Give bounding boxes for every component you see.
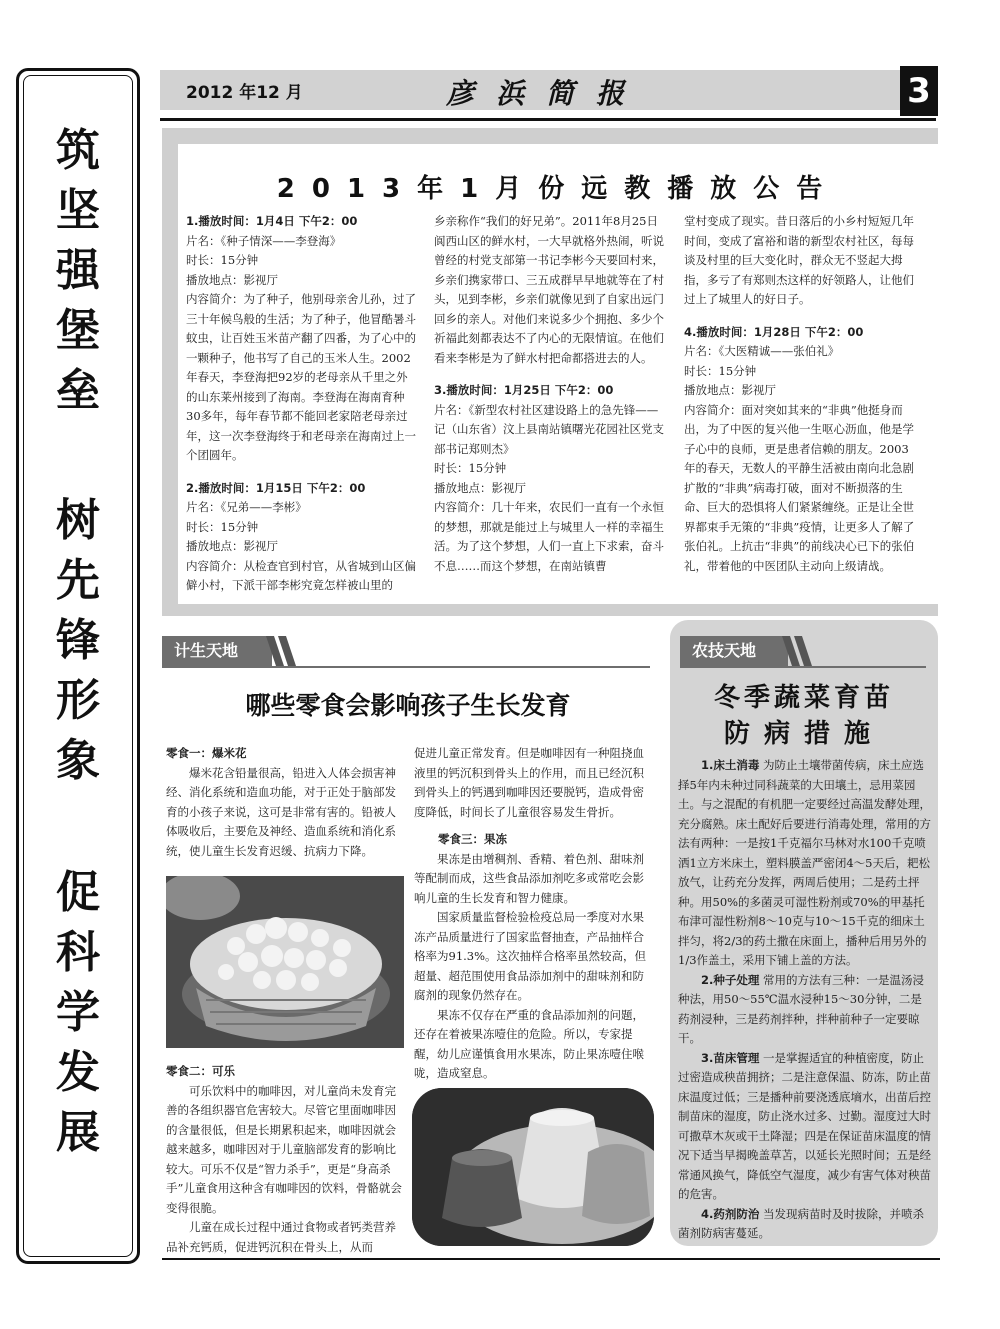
popcorn-photo xyxy=(166,876,404,1048)
agri-item-body: 常用的方法有三种：一是温汤浸种法，用50～55℃温水浸种15～30分钟，二是药剂浸种，三是药剂拌种，拌种前种子一定要晾干。 xyxy=(678,972,925,1045)
article-column-1-top xyxy=(166,744,402,861)
section-tag-underline xyxy=(680,666,926,668)
notice-duration: 时长：15分钟 xyxy=(186,519,259,534)
agri-title xyxy=(670,680,938,752)
agri-item-body: 一是掌握适宜的种植密度，防止过密造成秧苗拥挤；二是注意保温、防冻，防止苗床温度过低；三是播种前要浇透底墒水，出苗后控制苗床的湿度，防止浇水过多、过勤。湿度过大时可撒草木灰或干土降湿；四是在保证苗床温度的情况下适当早揭晚盖草苫，以延长光照时间；五是经常通风换气，降低空气湿度，减少有害气体对秧苗的危害。 xyxy=(678,1050,931,1201)
notice-summary: 内容简介：面对突如其来的“非典”他挺身而出，为了中医的复兴他一生呕心沥血，他是学子心中的良师，更是患者信赖的朋友。2003年的春天，无数人的平静生活被由南向北急剧扩散的“非典”病毒打破，面对不断损落的生命、巨大的恐惧将人们紧紧缠绕。正是让全世界都束手无策的“非典”疫情，让更多人了解了张伯礼。上抗击“非典”的前线决心已下的张伯礼，带着他的中医团队主动向上级请战。 xyxy=(684,402,915,573)
slogan-banner xyxy=(16,68,140,1264)
notice-duration: 时长：15分钟 xyxy=(186,253,259,267)
jelly-photo xyxy=(412,1088,654,1246)
notice-item-heading: 4.播放时间：1月28日 下午2：00 xyxy=(684,324,864,339)
notice-summary: 内容简介：几十年来，农民们一直有一个永恒的梦想，那就是能过上与城里人一样的幸福生活。为了这个梦想，人们一直上下求索，奋斗不息……而这个梦想，在南站镇曹 xyxy=(434,500,664,573)
section-tag-agri xyxy=(680,636,788,666)
snack-heading: 零食一：爆米花 xyxy=(166,746,247,760)
agri-item-heading: 4.药剂防治 xyxy=(701,1206,760,1221)
agri-item xyxy=(678,756,932,971)
snack-text: 可乐饮料中的咖啡因，对儿童尚未发育完善的各组织器官危害较大。尽管它里面咖啡因的含量很低，但是长期累积起来，咖啡因就会越来越多，咖啡因对于儿童脑部发育的影响比较大。可乐不仅是“智力杀手”，更是“身高杀手”儿童食用这种含有咖啡因的饮料，骨骼就会变得很脆。 xyxy=(166,1083,402,1215)
notice-column-3 xyxy=(684,212,918,576)
notice-column-2 xyxy=(434,212,666,576)
notice-item-heading: 3.播放时间：1月25日 下午2：00 xyxy=(434,383,614,397)
agri-title-line-2: 防病措施 xyxy=(723,719,884,749)
snack-text: 果冻是由增稠剂、香精、着色剂、甜味剂等配制而成，这些食品添加剂吃多或常吃会影响儿童的生长发育和智力健康。 xyxy=(414,851,644,905)
notice-film-title: 片名：《兄弟——李彬》 xyxy=(186,500,307,514)
stripes-icon xyxy=(266,636,300,666)
stripes-icon xyxy=(782,636,816,666)
article-column-1-bottom xyxy=(166,1062,402,1257)
agri-text xyxy=(678,756,932,1244)
slogan-line-1: 筑坚强堡垒 xyxy=(56,125,100,416)
snack-heading: 零食三：果冻 xyxy=(438,832,507,846)
notice-summary: 堂村变成了现实。昔日落后的小乡村短短几年时间，变成了富裕和谐的新型农村社区，每每谈及村里的巨大变化时，群众无不竖起大拇指，多亏了有郑则杰这样的好领路人，让他们过上了城里人的好日子。 xyxy=(684,214,914,306)
notice-duration: 时长：15分钟 xyxy=(684,363,757,378)
article-title: 哪些零食会影响孩子生长发育 xyxy=(245,691,571,720)
agri-item-heading: 1.床土消毒 xyxy=(701,758,760,772)
agri-item-heading: 2.种子处理 xyxy=(701,972,760,987)
notice-summary: 内容简介：从检查官到村官，从省城到山区偏僻小村，下派干部李彬究竟怎样被山里的 xyxy=(186,558,416,592)
notice-location: 播放地点：影视厅 xyxy=(186,539,278,553)
article-column-2 xyxy=(414,744,654,1084)
snack-text: 果冻不仅存在严重的食品添加剂的问题，还存在着被果冻噎住的危险。所以，专家提醒，幼儿应谨慎食用水果冻，防止果冻噎住喉咙，造成窒息。 xyxy=(414,1007,644,1080)
notice-location: 播放地点：影视厅 xyxy=(684,383,776,397)
notice-title: 2013年1月份远教播放公告 xyxy=(276,174,840,204)
newsletter-name: 彦浜简报 xyxy=(446,77,647,110)
section-tag-underline xyxy=(162,666,650,668)
notice-duration: 时长：15分钟 xyxy=(434,461,507,475)
agri-item-body: 当发现病苗时及时拔除，并喷杀菌剂防病害蔓延。 xyxy=(678,1206,925,1240)
notice-column-1 xyxy=(186,212,418,596)
section-tag-label: 计生天地 xyxy=(174,641,239,660)
notice-summary: 乡亲称作“我们的好兄弟”。2011年8月25日阆西山区的鲜水村，一大早就格外热闹，听说曾经的村党支部第一书记李彬今天要回村来，乡亲们携家带口、三五成群早早地就等在了村头，见到李彬，乡亲们就像见到了自家出远门回乡的亲人。对他们来说多少个拥抱、多少个祈福此刻都表达不了内心的无限情谊。在他们看来李彬是为了鲜水村把命都搭进去的人。 xyxy=(434,214,664,365)
agri-item-heading: 3.苗床管理 xyxy=(701,1050,760,1065)
issue-date: 2012 年12 月 xyxy=(186,83,303,103)
section-tag-label: 农技天地 xyxy=(692,641,757,660)
section-tag-health xyxy=(162,636,272,666)
page-number: 3 xyxy=(900,66,938,116)
notice-film-title: 片名：《大医精诚——张伯礼》 xyxy=(684,344,840,358)
snack-heading: 零食二：可乐 xyxy=(166,1064,235,1078)
agri-item xyxy=(678,1049,932,1205)
notice-location: 播放地点：影视厅 xyxy=(186,272,278,287)
notice-film-title: 片名：《新型农村社区建设路上的急先锋——记（山东省）汶上县南站镇曙光花园社区党支部书记郑则杰》 xyxy=(434,402,664,456)
notice-film-title: 片名：《种子情深——李登海》 xyxy=(186,233,342,248)
slogan-line-3: 促科学发展 xyxy=(56,867,100,1158)
agri-item xyxy=(678,971,932,1049)
snack-text: 爆米花含铅量很高，铅进入人体会损害神经、消化系统和造血功能，对于正处于脑部发育的小孩子来说，这可是非常有害的。铅被人体吸收后，主要危及神经、造血系统和消化系统，使儿童生长发育迟缓、抗病力下降。 xyxy=(166,765,396,858)
slogan-line-2: 树先锋形象 xyxy=(56,495,100,786)
notice-item-heading: 1.播放时间：1月4日 下午2：00 xyxy=(186,214,358,228)
agri-title-line-1: 冬季蔬菜育苗 xyxy=(713,683,894,713)
notice-location: 播放地点：影视厅 xyxy=(434,480,526,495)
notice-item-heading: 2.播放时间：1月15日 下午2：00 xyxy=(186,480,366,495)
snack-text: 促进儿童正常发育。但是咖啡因有一种阻挠血液里的钙沉积到骨头上的作用，而且已经沉积到骨头上的钙遇到咖啡因还要脱钙，造成骨密度降低，时间长了儿童很容易发生骨折。 xyxy=(414,746,644,819)
bottom-rule xyxy=(162,1258,940,1260)
snack-text: 国家质量监督检验检疫总局一季度对水果冻产品质量进行了国家监督抽查，产品抽样合格率为91.3%。这次抽样合格率虽然较高，但超量、超范围使用食品添加剂中的甜味剂和防腐剂的现象仍然存在。 xyxy=(414,910,647,1002)
header-rule xyxy=(160,118,936,121)
agri-item xyxy=(678,1205,932,1244)
snack-text: 儿童在成长过程中通过食物或者钙类营养品补充钙质，促进钙沉积在骨头上，从而 xyxy=(166,1220,396,1254)
notice-summary: 内容简介：为了种子，他别母亲舍儿孙，过了三十年候鸟般的生活；为了种子，他冒酷暑斗蚊虫，让百姓玉米苗产翻了四番，为了心中的一颗种子，他书写了自己的玉米人生。2002年春天，李登海把92岁的老母亲从千里之外的山东莱州接到了海南。李登海在海南育种30多年，每年春节都不能回老家陪老母亲过年，这一次李登海终于和老母亲在海南过上一个团圆年。 xyxy=(186,292,416,462)
agri-item-body: 为防止土壤带菌传病，床土应选择5年内未种过同科蔬菜的大田壤土，忌用菜园土。与之混配的有机肥一定要经过高温发酵处理，充分腐熟。床土配好后要进行消毒处理，常用的方法有两种：一是按1千克福尔马林对水100千克喷洒1立方米床土，塑料膜盖严密闭4～5天后，耙松放气，让药充分发挥，两周后使用；二是药土抨种。用50%的多菌灵可湿性粉剂或70%的甲基托布津可湿性粉剂8～10克与10～15千克的细床土拌匀，将2/3的药土撒在床面上，播种后用另外的1/3作盖土，采用下铺上盖的方法。 xyxy=(678,758,931,967)
